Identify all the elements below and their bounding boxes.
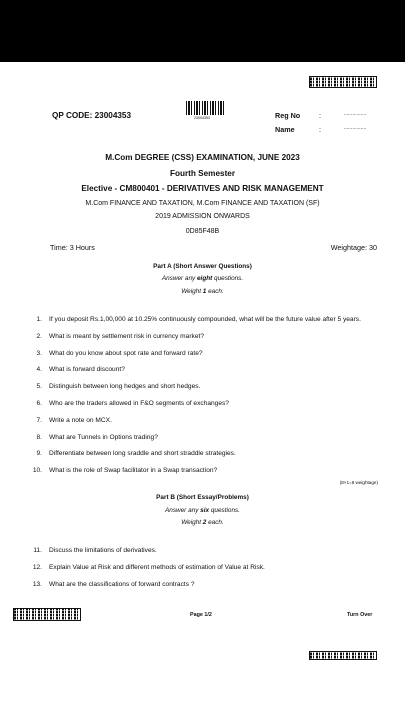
part-a-weight-post: each. bbox=[206, 288, 224, 295]
part-b-heading: Part B (Short Essay/Problems) bbox=[156, 494, 249, 501]
question-number: 12. bbox=[32, 564, 42, 571]
question-number: 3. bbox=[36, 350, 42, 357]
exam-title: M.Com DEGREE (CSS) EXAMINATION, JUNE 2023 bbox=[105, 153, 300, 162]
next-page-code-strip bbox=[309, 651, 377, 660]
footer-code-strip bbox=[13, 608, 81, 621]
part-a-weight-value: 1 bbox=[202, 288, 207, 295]
top-right-code-strip bbox=[309, 76, 377, 88]
part-a-instruction bbox=[0, 275, 405, 282]
part-b-instruction-pre: Answer any bbox=[165, 507, 201, 514]
question-text: Distinguish between long hedges and short hedges. bbox=[49, 383, 201, 390]
next-page-fragment bbox=[0, 649, 405, 720]
question-paper-page bbox=[0, 62, 405, 656]
question-number: 4. bbox=[36, 366, 42, 373]
question-number: 6. bbox=[36, 400, 42, 407]
question-text: What is the role of Swap facilitator in a Swap transaction? bbox=[49, 467, 218, 474]
part-b-instruction bbox=[0, 507, 405, 514]
reg-no-blank: ................ bbox=[344, 111, 367, 117]
question-number: 5. bbox=[36, 383, 42, 390]
question-text: Write a note on MCX. bbox=[49, 417, 112, 424]
question-number: 2. bbox=[36, 333, 42, 340]
question-text: What are Tunnels in Options trading? bbox=[49, 434, 158, 441]
question-text: Discuss the limitations of derivatives. bbox=[49, 547, 157, 554]
turn-over-label: Turn Over bbox=[347, 612, 373, 618]
question-number: 9. bbox=[36, 450, 42, 457]
name-label: Name bbox=[275, 125, 295, 134]
name-colon: : bbox=[319, 125, 321, 134]
part-b-instruction-post: questions. bbox=[209, 507, 240, 514]
question-text: If you deposit Rs.1,00,000 at 10.25% continuously compounded, what will be the future value after 5 years. bbox=[49, 316, 361, 323]
part-a-instruction-count: eight bbox=[196, 275, 213, 282]
time-label: Time: 3 Hours bbox=[50, 243, 95, 252]
question-number: 1. bbox=[36, 316, 42, 323]
name-blank: ................ bbox=[344, 125, 367, 131]
question-text: Explain Value at Risk and different methods of estimation of Value at Risk. bbox=[49, 564, 265, 571]
semester-title: Fourth Semester bbox=[169, 169, 236, 178]
reg-no-colon: : bbox=[319, 111, 321, 120]
part-a-instruction-post: questions. bbox=[212, 275, 244, 282]
question-number: 13. bbox=[32, 581, 42, 588]
qp-barcode bbox=[186, 101, 224, 115]
part-b-weight-post: each. bbox=[206, 519, 224, 526]
part-b-weight-pre: Weight bbox=[181, 519, 203, 526]
question-text: Differentiate between long sraddle and short straddle strategies. bbox=[49, 450, 236, 457]
admission-title: 2019 ADMISSION ONWARDS bbox=[155, 213, 250, 220]
question-number: 10. bbox=[32, 467, 42, 474]
question-number: 8. bbox=[36, 434, 42, 441]
program-title: M.Com FINANCE AND TAXATION, M.Com FINANCE AND TAXATION (SF) bbox=[85, 200, 320, 207]
qp-barcode-number: 23004353 bbox=[194, 116, 210, 120]
part-a-heading: Part A (Short Answer Questions) bbox=[153, 263, 252, 270]
weightage-label: Weightage: 30 bbox=[330, 243, 377, 252]
page-number: Page 1/2 bbox=[190, 612, 212, 618]
qp-code: QP CODE: 23004353 bbox=[52, 111, 132, 120]
part-a-weight-pre: Weight bbox=[181, 288, 203, 295]
question-text: What do you know about spot rate and forward rate? bbox=[49, 350, 203, 357]
part-a-weight bbox=[0, 288, 405, 295]
question-text: What is forward discount? bbox=[49, 366, 125, 373]
part-b-weight-value: 2 bbox=[202, 519, 207, 526]
part-a-instruction-pre: Answer any bbox=[161, 275, 197, 282]
part-b-weight bbox=[0, 519, 405, 526]
paper-code: 0D85F48B bbox=[185, 228, 220, 235]
question-text: What are the classifications of forward contracts ? bbox=[49, 581, 195, 588]
part-a-weightage-note: (8×1=8 weightage) bbox=[339, 480, 378, 485]
course-title: Elective - CM800401 - DERIVATIVES AND RISK MANAGEMENT bbox=[81, 184, 324, 193]
question-text: What is meant by settlement risk in currency market? bbox=[49, 333, 205, 340]
question-text: Who are the traders allowed in F&O segments of exchanges? bbox=[49, 400, 229, 407]
reg-no-label: Reg No bbox=[275, 111, 301, 120]
question-number: 7. bbox=[36, 417, 42, 424]
question-number: 11. bbox=[33, 547, 42, 554]
part-b-instruction-count: six bbox=[200, 507, 210, 514]
